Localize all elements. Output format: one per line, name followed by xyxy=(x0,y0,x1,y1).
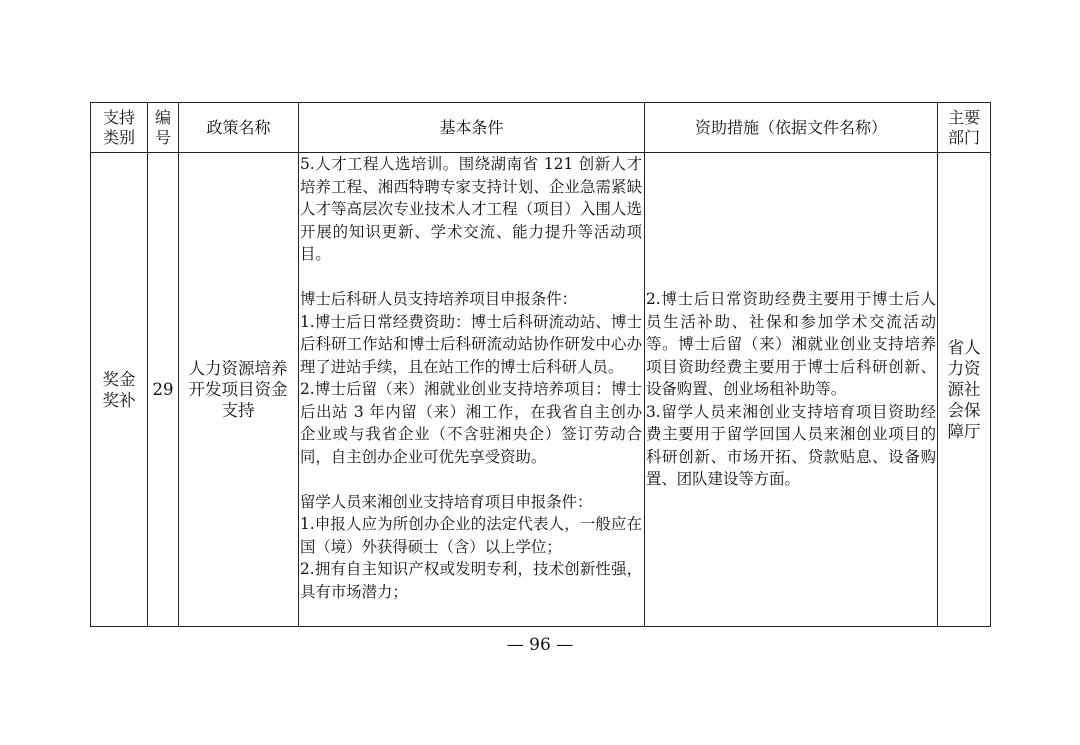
header-policy-name: 政策名称 xyxy=(206,117,271,137)
condition-paragraph: 留学人员来湘创业支持培育项目申报条件： xyxy=(300,492,593,511)
category-cell: 奖金奖补 xyxy=(102,369,136,410)
paragraph-gap xyxy=(300,468,642,491)
measure-paragraph: 2.博士后日常资助经费主要用于博士后人员生活补助、社保和参加学术交流活动等。博士后留（来）湘就业创业支持培养项目资助经费主要用于博士后科研创新、设备购置、创业场租补助等。 xyxy=(646,290,936,398)
condition-paragraph: 2.博士后留（来）湘就业创业支持培养项目：博士后出站 3 年内留（来）湘工作，在我省自主创办企业或与我省企业（不含驻湘央企）签订劳动合同，自主创办企业可优先享受资助。 xyxy=(300,380,642,466)
column-divider xyxy=(298,102,299,627)
paragraph-gap xyxy=(300,266,642,289)
department-cell: 省人力资源社会保障厅 xyxy=(947,338,981,441)
table-bottom-border xyxy=(90,626,991,627)
column-divider xyxy=(937,102,938,627)
header-funding-measures: 资助措施（依据文件名称） xyxy=(694,117,887,137)
header-category: 支持类别 xyxy=(102,107,135,147)
condition-paragraph: 1.申报人应为所创办企业的法定代表人，一般应在国（境）外获得硕士（含）以上学位； xyxy=(300,515,642,556)
column-divider xyxy=(990,102,991,627)
basic-conditions-cell xyxy=(300,153,642,603)
number-cell: 29 xyxy=(152,380,174,399)
column-divider xyxy=(178,102,179,627)
header-number: 编号 xyxy=(154,107,171,147)
condition-paragraph: 5.人才工程人选培训。围绕湖南省 121 创新人才培养工程、湘西特聘专家支持计划、企业急需紧缺人才等高层次专业技术人才工程（项目）入围人选开展的知识更新、学术交流、能力提升等活动项目。 xyxy=(300,155,642,263)
column-divider xyxy=(90,102,91,627)
column-divider xyxy=(644,102,645,627)
condition-paragraph: 2.拥有自主知识产权或发明专利，技术创新性强，具有市场潜力； xyxy=(300,560,642,601)
condition-paragraph: 博士后科研人员支持培养项目申报条件： xyxy=(300,290,578,308)
header-basic-conditions: 基本条件 xyxy=(439,117,504,137)
condition-paragraph: 1.博士后日常经费资助：博士后科研流动站、博士后科研工作站和博士后科研流动站协作研发中心办理了进站手续，且在站工作的博士后科研人员。 xyxy=(300,312,642,376)
measure-paragraph: 3.留学人员来湘创业支持培育项目资助经费主要用于留学回国人员来湘创业项目的科研创新、市场开拓、贷款贴息、设备购置、团队建设等方面。 xyxy=(646,402,936,488)
funding-measures-cell xyxy=(646,288,936,491)
header-department: 主要部门 xyxy=(947,107,980,147)
page-number: — 96 — xyxy=(506,635,574,655)
policy-name-cell: 人力资源培养开发项目资金支持 xyxy=(188,359,288,420)
